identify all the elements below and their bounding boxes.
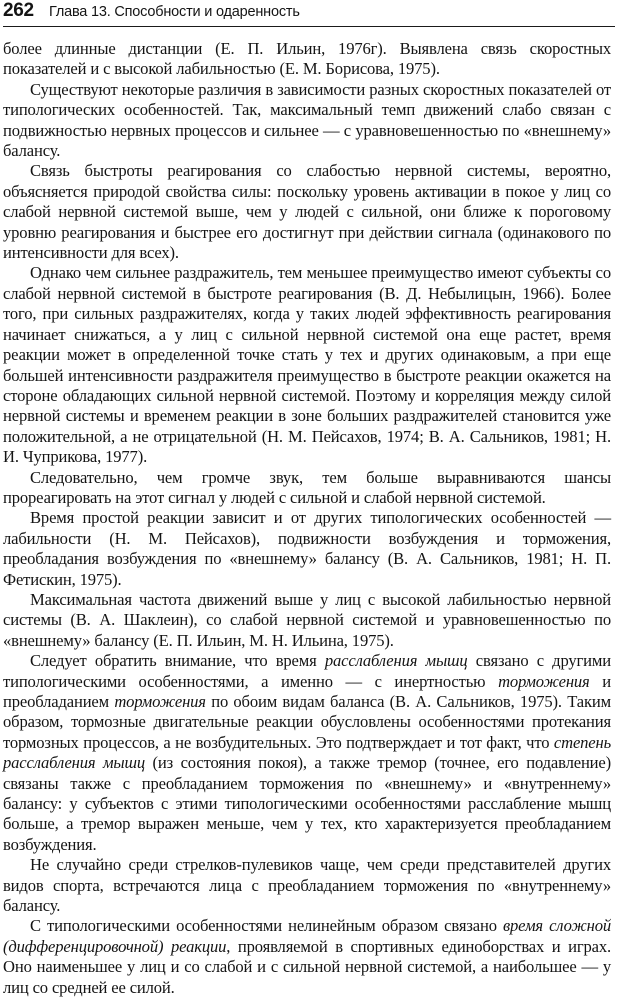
text-run: более длинные дистанции (Е. П. Ильин, 1976г). Выявлена связь скоростных показателей и с высокой лабильностью (Е. М. Борисова, 1975). [3,39,611,79]
paragraph [3,39,611,80]
italic-term: расслабления мышц [324,651,468,671]
text-run: связано с другими типологическими особенностями, а именно — с инертностью [3,651,611,691]
paragraph [3,161,611,263]
paragraph [3,590,611,651]
paragraph [3,916,611,998]
text-run: Существуют некоторые различия в зависимости разных скоростных показателей от типологических особенностей. Так, максимальный темп движений слабо связан с подвижностью нервных процессов и сильнее — с уравновешенностью по «внешнему» балансу. [3,79,611,161]
body-text [3,39,611,998]
paragraph [3,263,611,467]
text-run: С типологическими особенностями нелинейным образом связано [30,916,503,936]
page-header [3,0,615,27]
italic-term: степень расслабления мышц [3,732,611,773]
paragraph [3,508,611,590]
text-run: , проявляемой в спортивных единоборствах и играх. Оно наименьшее у лиц и со слабой и с сильной нервной системой, а наибольшее — у лиц со средней ее силой. [3,936,611,997]
italic-term: торможения [498,671,590,691]
italic-term: торможения [114,692,206,711]
paragraph [3,855,611,916]
text-run: и преобладанием [3,671,611,711]
running-head: Глава 13. Способности и одаренность [49,4,300,20]
text-run: по обоим видам баланса (В. А. Сальников, 1975). Таким образом, тормозные двигательные реакции обусловлены особенностями протекания тормозных процессов, а не возбудительных. Это подтверждает и тот факт, что [3,692,611,752]
paragraph [3,468,611,509]
text-run: Следует обратить внимание, что время [30,651,325,671]
italic-term: время сложной (дифференцировочной) реакции [3,916,611,956]
text-run: Время простой реакции зависит и от других типологических особенностей — лабильности (Н. М. Пейсахов), подвижности возбуждения и торможения, преобладания возбуждения по «внешнему» балансу (В. А. Сальников, 1981; Н. П. Фетискин, 1975). [3,508,611,589]
text-run: (из состояния покоя), а также тремор (точнее, его подавление) связаны также с преобладанием торможения по «внешнему» и «внутреннему» балансу: у субъектов с этими типологическими особенностями расслабление мышц больше, а тремор выражен меньше, чем у тех, кто характеризуется преобладанием возбуждения. [3,753,612,854]
paragraph [3,651,611,855]
text-run: Связь быстроты реагирования со слабостью нервной системы, вероятно, объясняется природой свойства силы: поскольку уровень активации в покое у лиц со слабой нервной системой выше, чем у людей с сильной, они ближе к пороговому уровню реагирования и быстрее его достигнут при действии сигнала (одинакового по интенсивности для всех). [3,161,611,263]
paragraph [3,80,611,162]
text-run: Однако чем сильнее раздражитель, тем меньшее преимущество имеют субъекты со слабой нервной системой в быстроте реагирования (В. Д. Небылицын, 1966). Более того, при сильных раздражителях, когда у таких людей эффективность реагирования начинает снижаться, а у лиц с сильной нервной системой она еще растет, время реакции может в определенной точке стать у тех и других одинаковым, а при еще большей интенсивности раздражителя преимущество в быстроте реакции окажется на стороне обладающих сильной нервной системой. Поэтому и корреляция между силой нервной системы и временем реакции в зоне больших раздражителей становится уже положительной, а не отрицательной (Н. М. Пейсахов, 1974; В. А. Сальников, 1981; Н. И. Чуприкова, 1977). [3,263,611,467]
text-run: Следовательно, чем громче звук, тем больше выравниваются шансы прореагировать на этот сигнал у людей с сильной и слабой нервной системой. [3,467,611,507]
text-run: Не случайно среди стрелков-пулевиков чаще, чем среди представителей других видов спорта, встречаются лица с преобладанием торможения по «внутреннему» балансу. [3,855,611,916]
page-number: 262 [3,0,34,21]
text-run: Максимальная частота движений выше у лиц с высокой лабильностью нервной системы (В. А. Шаклеин), со слабой нервной системой и уравновешенностью по «внешнему» балансу (Е. П. Ильин, М. Н. Ильина, 1975). [3,589,611,650]
